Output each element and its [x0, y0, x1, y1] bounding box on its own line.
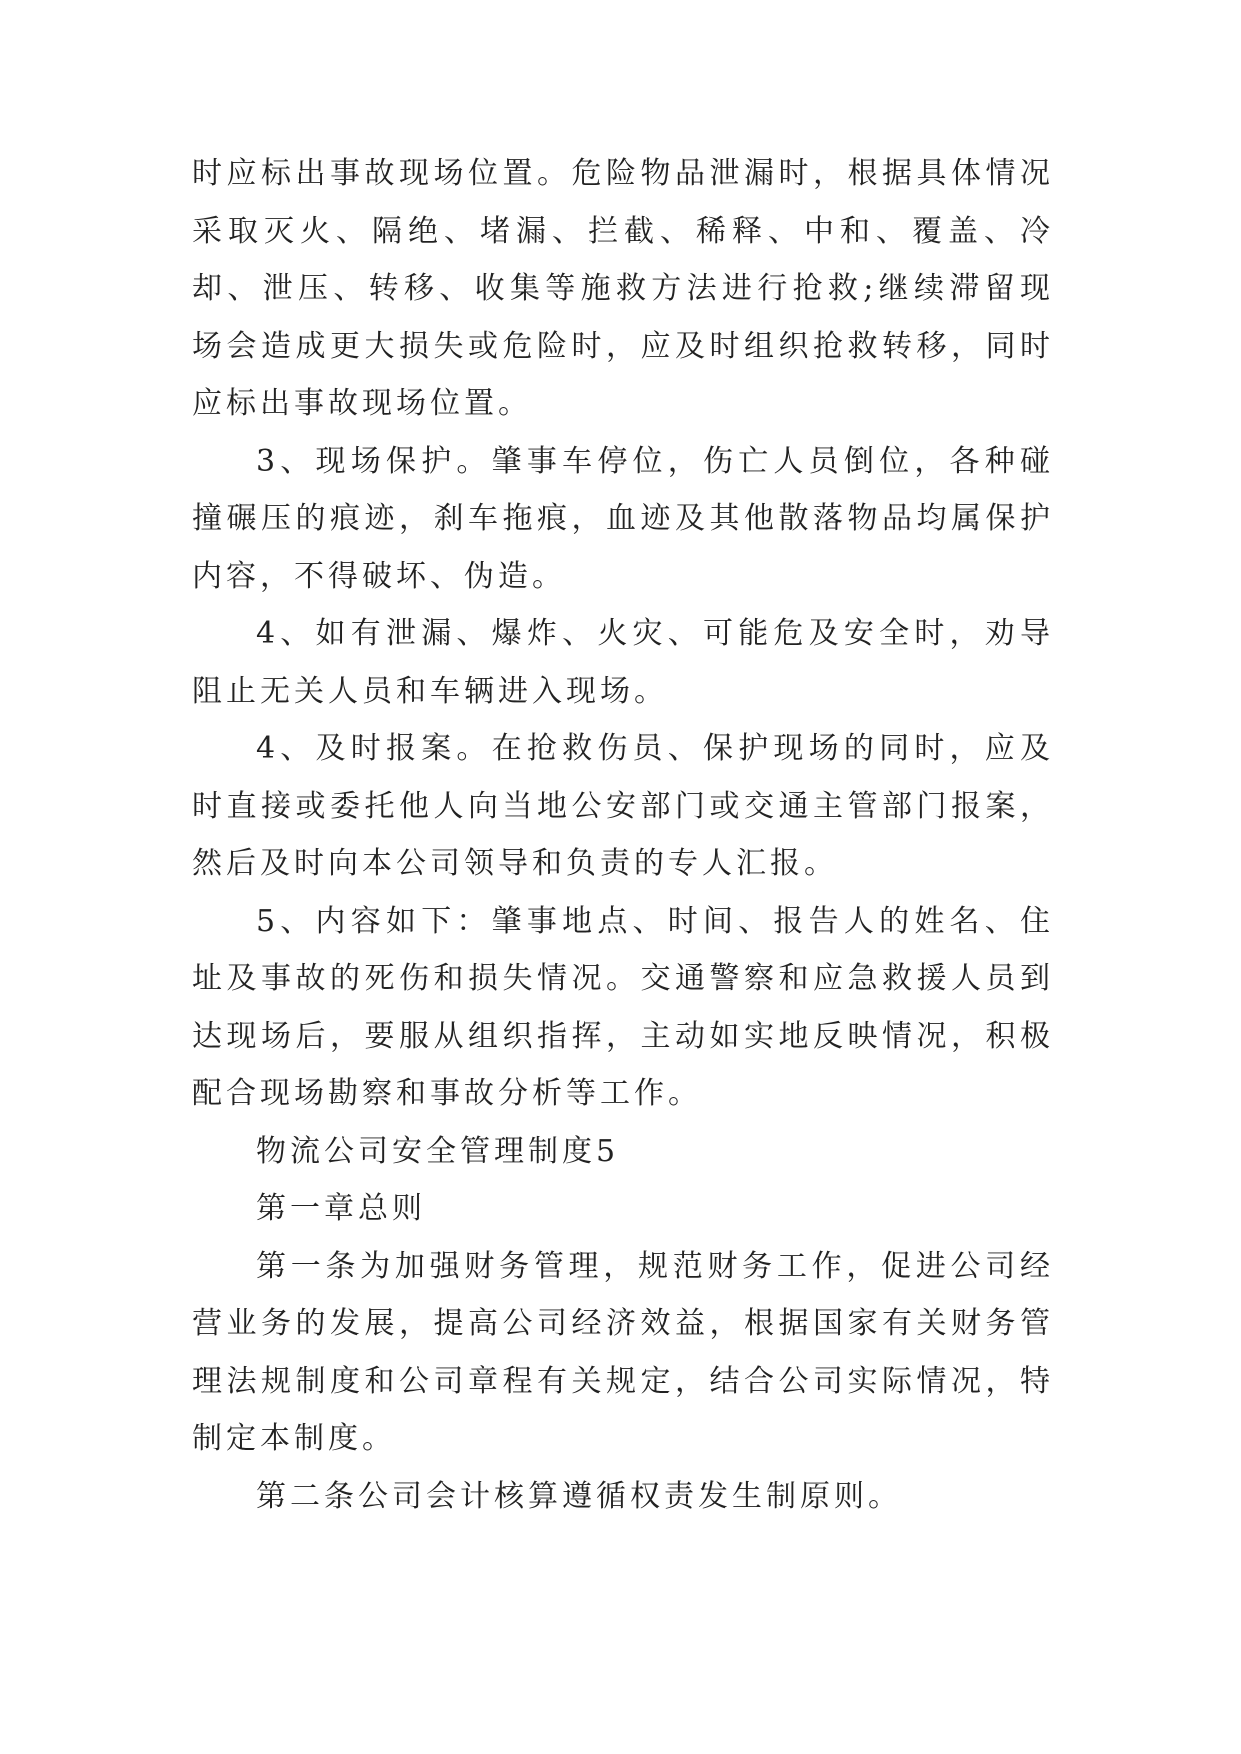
article-two: 第二条公司会计核算遵循权责发生制原则。 [256, 1478, 902, 1514]
paragraph-leakage-warning: 4、如有泄漏、爆炸、火灾、可能危及安全时，劝导阻止无关人员和车辆进入现场。 [192, 616, 1054, 709]
document-page [192, 145, 1054, 1525]
section-title: 物流公司安全管理制度5 [256, 1133, 620, 1169]
paragraph-report-content: 5、内容如下：肇事地点、时间、报告人的姓名、住址及事故的死伤和损失情况。交通警察和应急救援人员到达现场后，要服从组织指挥，主动如实地反映情况，积极配合现场勘察和事故分析等工作。 [192, 903, 1054, 1111]
paragraph-scene-protection: 3、现场保护。肇事车停位，伤亡人员倒位，各种碰撞碾压的痕迹，刹车拖痕，血迹及其他散落物品均属保护内容，不得破坏、伪造。 [192, 443, 1054, 594]
article-one: 第一条为加强财务管理，规范财务工作，促进公司经营业务的发展，提高公司经济效益，根据国家有关财务管理法规制度和公司章程有关规定，结合公司实际情况，特制定本制度。 [192, 1248, 1054, 1456]
paragraph-continuation: 时应标出事故现场位置。危险物品泄漏时，根据具体情况采取灭火、隔绝、堵漏、拦截、稀释、中和、覆盖、冷却、泄压、转移、收集等施救方法进行抢救;继续滞留现场会造成更大损失或危险时，应及时组织抢救转移，同时应标出事故现场位置。 [192, 156, 1054, 421]
paragraph-report-case: 4、及时报案。在抢救伤员、保护现场的同时，应及时直接或委托他人向当地公安部门或交通主管部门报案，然后及时向本公司领导和负责的专人汇报。 [192, 731, 1054, 881]
chapter-heading: 第一章总则 [256, 1191, 426, 1226]
